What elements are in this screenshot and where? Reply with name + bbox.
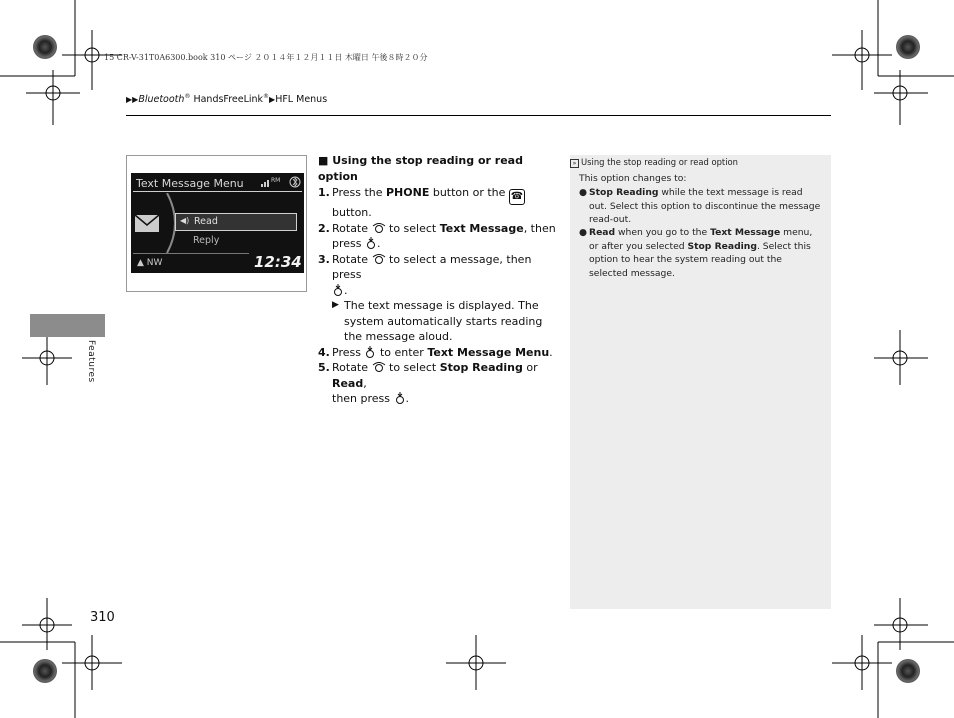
- press-knob-icon: [365, 237, 377, 249]
- screen-clock: 12:34: [254, 253, 302, 271]
- phone-button-icon: ☎: [509, 189, 525, 205]
- menu-item-read[interactable]: [175, 213, 297, 231]
- step-4: 4. Press to enter Text Message Menu.: [318, 345, 553, 359]
- breadcrumb: ▶▶Bluetooth® HandsFreeLink®▶HFL Menus: [126, 93, 328, 106]
- note-bullet-stop-reading: ● Stop Reading while the text message is read out. Select this option to discontinue the message read-out.: [579, 187, 821, 225]
- speaker-icon: ◀): [180, 216, 190, 225]
- compass-heading: ▲ NW: [137, 258, 163, 268]
- svg-text:RM: RM: [271, 177, 281, 184]
- instructions: [318, 153, 558, 407]
- screen-title: Text Message Menu: [136, 177, 244, 190]
- rotate-knob-icon: [372, 222, 386, 234]
- breadcrumb-handsfreelink: HandsFreeLink: [190, 94, 264, 106]
- note-title: » Using the stop reading or read option: [570, 156, 738, 170]
- chapter-tab: [30, 314, 105, 337]
- side-note-panel: [570, 155, 831, 609]
- menu-item-read-label: Read: [194, 216, 218, 227]
- screen-image: [131, 173, 304, 273]
- note-reference-icon: »: [570, 159, 579, 168]
- chapter-label: Features: [86, 340, 96, 383]
- breadcrumb-bluetooth: Bluetooth: [138, 94, 185, 106]
- step-3: 3. Rotate to select a message, then press .: [318, 252, 532, 297]
- screen-title-underline: [133, 191, 302, 192]
- menu-item-reply[interactable]: Reply: [193, 235, 220, 246]
- print-info-line: 15 CR-V-31T0A6300.book 310 ページ ２０１４年１２月１１日 木曜日 午後８時２０分: [104, 53, 428, 62]
- rotate-knob-icon: [372, 253, 386, 265]
- step-2: 2. Rotate to select Text Message, then press .: [318, 221, 556, 250]
- press-knob-icon: [394, 392, 406, 404]
- step-5: 5. Rotate to select Stop Reading or Read, then press .: [318, 361, 538, 405]
- breadcrumb-separator: ▶▶: [126, 95, 139, 105]
- breadcrumb-hfl-menus: HFL Menus: [275, 94, 328, 106]
- header-divider: [126, 115, 831, 116]
- note-intro: This option changes to:: [579, 173, 687, 184]
- page-number: 310: [90, 610, 115, 625]
- signal-icon: [261, 176, 301, 188]
- step-3-result: ▶ The text message is displayed. The system automatically starts reading the message aloud.: [332, 299, 543, 343]
- signal-bluetooth-status: [261, 176, 301, 190]
- rotate-knob-icon: [372, 361, 386, 373]
- press-knob-icon: [332, 284, 344, 296]
- step-1: 1. Press the PHONE button or the ☎ button.: [318, 186, 524, 219]
- screen-bottom-divider: [133, 253, 249, 254]
- section-heading: ■ Using the stop reading or read option: [318, 154, 523, 183]
- note-bullet-read: ● Read when you go to the Text Message menu, or after you selected Stop Reading. Select this option to hear the system reading out the selected message.: [579, 227, 813, 279]
- press-knob-icon: [364, 346, 376, 358]
